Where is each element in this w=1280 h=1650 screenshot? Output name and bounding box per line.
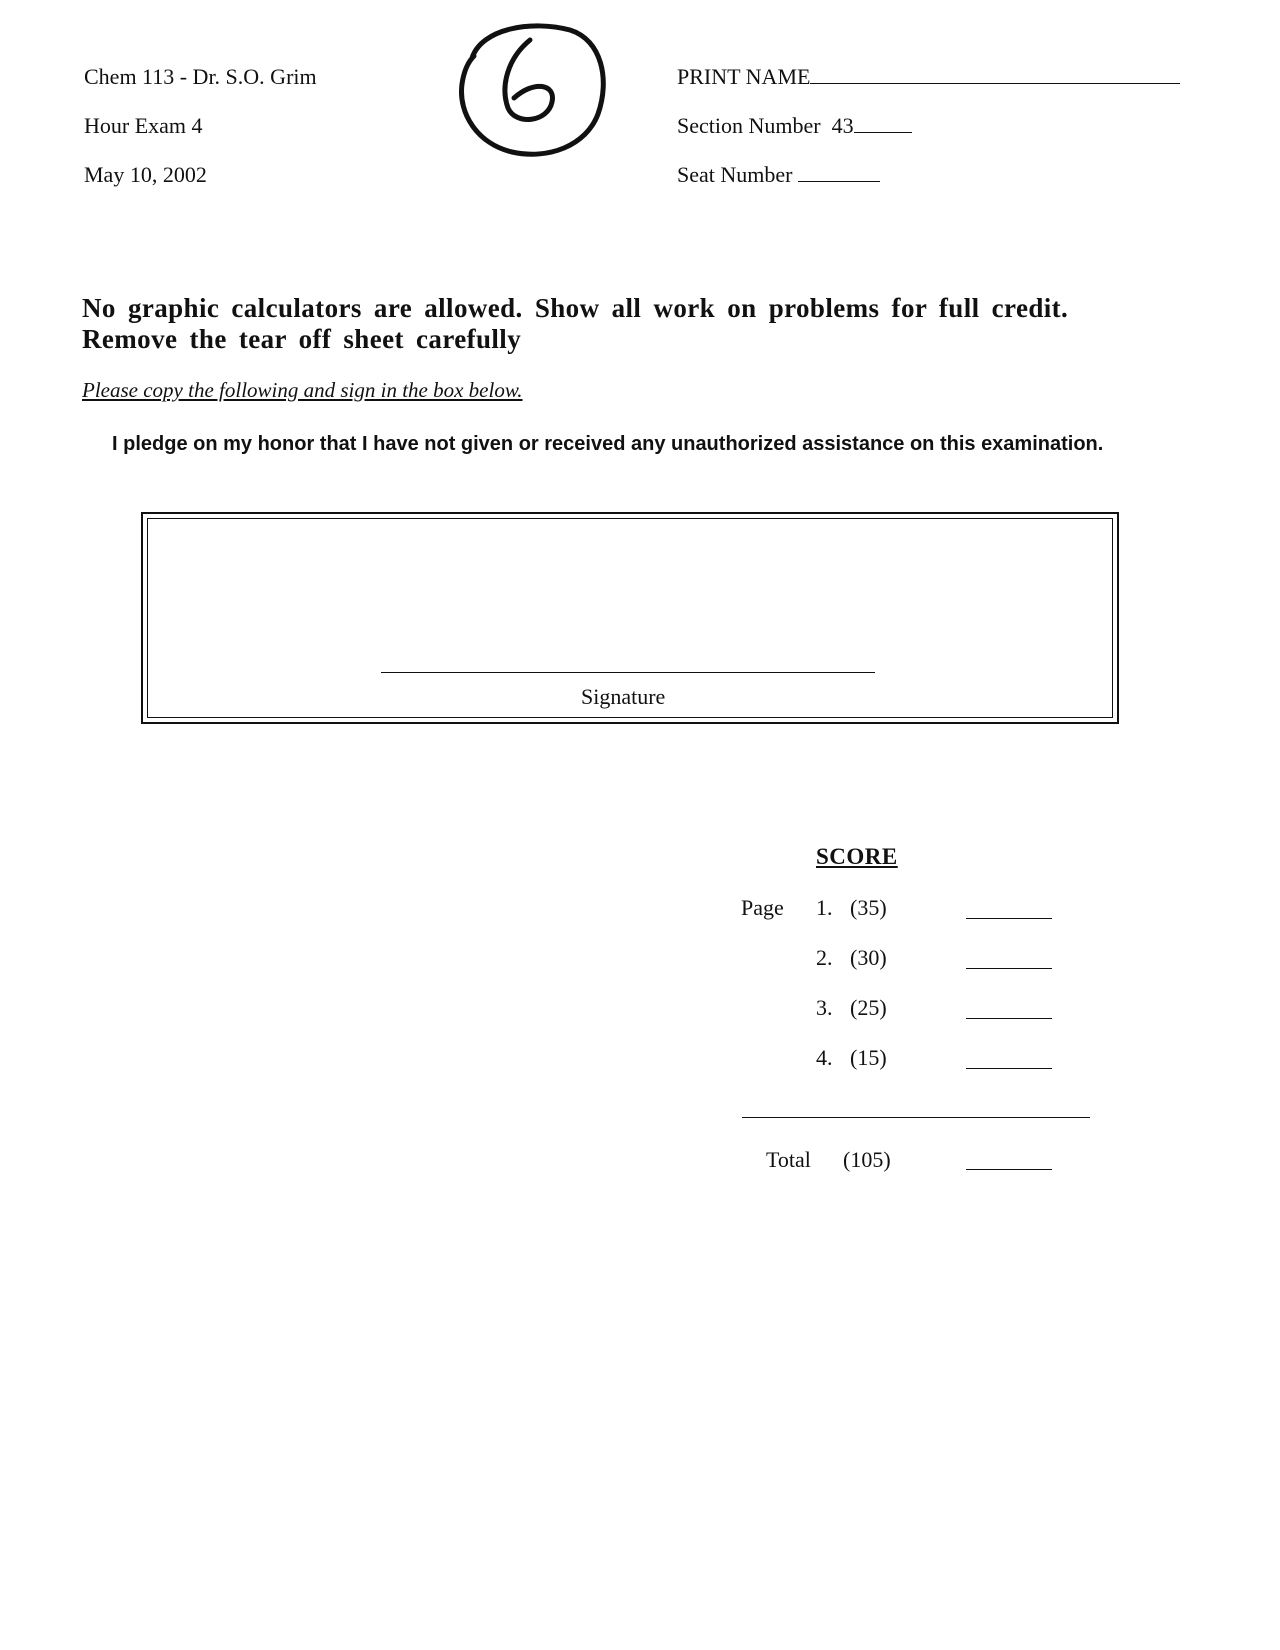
- instruction-line-2: Remove the tear off sheet carefully: [82, 324, 522, 354]
- exam-title: Hour Exam 4: [84, 113, 203, 138]
- handwritten-circled-number-icon: [452, 18, 610, 158]
- score-row-blank[interactable]: [966, 968, 1052, 969]
- exam-date: May 10, 2002: [84, 162, 207, 187]
- seat-number-label: Seat Number: [677, 162, 793, 187]
- seat-number-blank[interactable]: [798, 163, 880, 182]
- instruction-line-1: No graphic calculators are allowed. Show all work on problems for full credit.: [82, 293, 1069, 323]
- score-title: SCORE: [816, 844, 898, 869]
- score-total-label: Total: [766, 1147, 811, 1172]
- score-total-blank[interactable]: [966, 1169, 1052, 1170]
- score-row-points: (25): [850, 995, 887, 1020]
- course-title: Chem 113 - Dr. S.O. Grim: [84, 64, 317, 89]
- seat-number-field[interactable]: [677, 162, 880, 188]
- score-row-number: 1.: [816, 895, 833, 920]
- section-number-blank[interactable]: [854, 114, 912, 133]
- score-total-points: (105): [843, 1147, 891, 1172]
- score-row-number: 2.: [816, 945, 833, 970]
- score-row-blank[interactable]: [966, 1018, 1052, 1019]
- score-row-number: 4.: [816, 1045, 833, 1070]
- section-number-label: Section Number: [677, 113, 821, 138]
- copy-instruction: Please copy the following and sign in the box below.: [82, 378, 523, 402]
- signature-label: Signature: [581, 684, 666, 709]
- signature-line[interactable]: [381, 672, 875, 673]
- print-name-label: PRINT NAME: [677, 64, 811, 89]
- score-row-blank[interactable]: [966, 1068, 1052, 1069]
- section-number-field[interactable]: [677, 113, 912, 139]
- print-name-blank[interactable]: [810, 65, 1180, 84]
- score-total-divider: [742, 1117, 1090, 1118]
- score-page-label: Page: [741, 895, 784, 920]
- score-row-number: 3.: [816, 995, 833, 1020]
- score-row-blank[interactable]: [966, 918, 1052, 919]
- score-row-points: (35): [850, 895, 887, 920]
- section-number-value: 43: [831, 113, 854, 138]
- signature-box[interactable]: [141, 512, 1119, 724]
- score-row-points: (30): [850, 945, 887, 970]
- print-name-field[interactable]: [677, 64, 1180, 90]
- honor-pledge: I pledge on my honor that I have not given or received any unauthorized assistance on this examination.: [112, 433, 1104, 455]
- score-row-points: (15): [850, 1045, 887, 1070]
